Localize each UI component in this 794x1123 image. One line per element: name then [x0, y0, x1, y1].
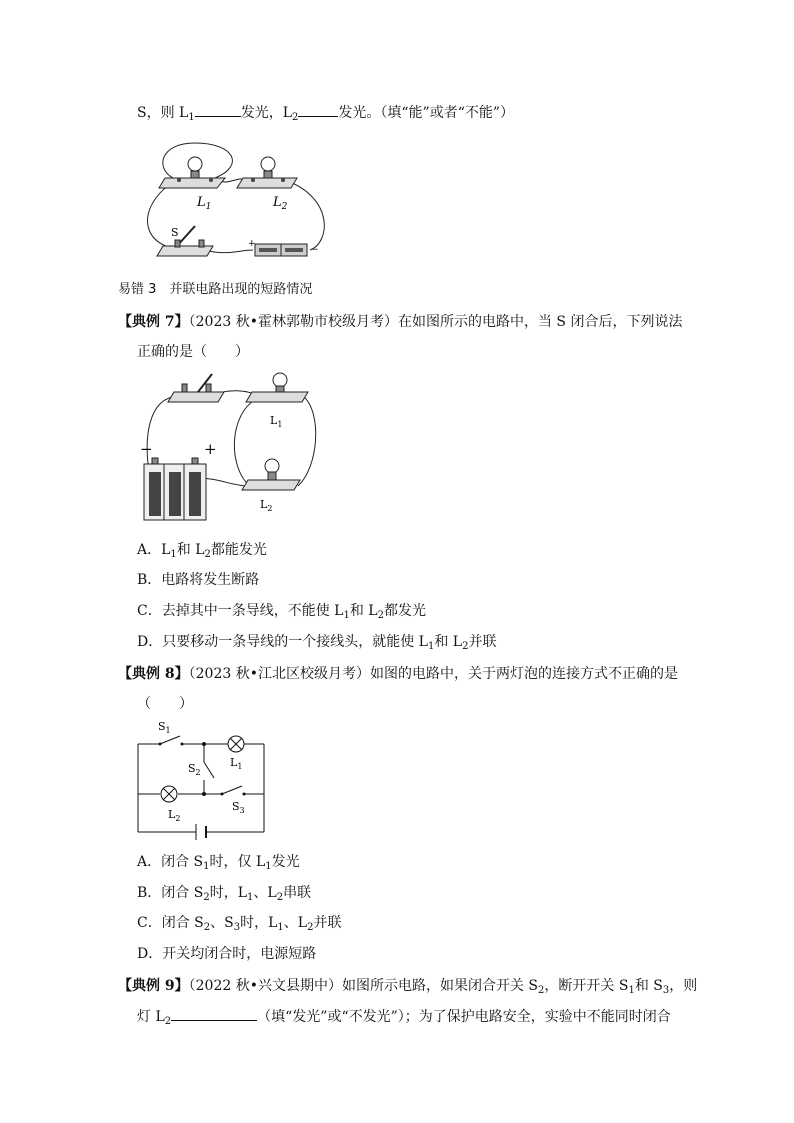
answer-blank-2[interactable] — [298, 102, 338, 117]
example-9-stem: 【典例 9】（2022 秋•兴文县期中）如图所示电路，如果闭合开关 $S_2$，断开开关 $S_1$和 $S_3$，则 — [118, 978, 698, 996]
ex7-battery-pack — [144, 458, 206, 520]
label-l2: $L_2$ — [273, 195, 288, 212]
top-question-line: S，则 $L_1$ 发光，$L_2$ 发光。（填“能”或者“不能”） — [137, 102, 514, 123]
ex8-lamp-l2-symbol — [161, 786, 177, 802]
label-l1: $L_1$ — [197, 195, 212, 212]
battery — [255, 244, 307, 256]
series-circuit-figure — [135, 138, 335, 268]
ex7-lamp-l1 — [246, 373, 308, 402]
ex8-label-s2: $S_2$ — [188, 762, 201, 777]
example-9-stem-2: 灯 $L_2$ （填“发光”或“不发光”）；为了保护电路安全，实验中不能同时闭合 — [137, 1006, 671, 1027]
ex7-lamp-l2 — [242, 459, 300, 490]
ex7-label-l1: $L_1$ — [270, 414, 283, 429]
example-7-option-b[interactable]: B．电路将发生断路 — [137, 572, 260, 588]
label-s: S — [171, 226, 179, 239]
example-7-option-d[interactable]: D．只要移动一条导线的一个接线头，就能使 $L_1$和 $L_2$并联 — [137, 634, 497, 652]
example-8-option-b[interactable]: B．闭合 $S_2$时，$L_1$、$L_2$串联 — [137, 885, 312, 903]
example-8-stem-2: （ ） — [137, 696, 193, 712]
svg-text:+: + — [248, 239, 256, 249]
example-7-stem: 【典例 7】（2023 秋•霍林郭勒市校级月考）在如图所示的电路中，当 S 闭合后，下列说法 — [118, 314, 683, 330]
example-7-circuit-figure — [138, 368, 328, 528]
example-8-option-a[interactable]: A．闭合 $S_1$时，仅 $L_1$发光 — [137, 854, 300, 872]
answer-blank-ex9[interactable] — [171, 1006, 257, 1021]
ex8-label-l2: $L_2$ — [168, 808, 181, 823]
ex8-lamp-l1-symbol — [228, 736, 244, 752]
example-7-stem-2: 正确的是（ ） — [137, 344, 249, 360]
ex7-switch — [168, 374, 224, 402]
switch-s — [157, 226, 213, 256]
svg-text:−: − — [140, 440, 153, 458]
ex8-label-s3: $S_3$ — [232, 800, 245, 815]
ex7-label-l2: $L_2$ — [260, 498, 273, 513]
lamp-l2 — [237, 157, 297, 188]
example-7-option-a[interactable]: A．$L_1$和 $L_2$都能发光 — [137, 542, 267, 560]
ex8-label-s1: $S_1$ — [158, 720, 171, 735]
example-8-stem: 【典例 8】（2023 秋•江北区校级月考）如图的电路中，关于两灯泡的连接方式不正确的是 — [118, 666, 678, 682]
section-heading-3: 易错 3 并联电路出现的短路情况 — [118, 282, 313, 297]
lamp-l1 — [159, 157, 225, 188]
example-8-option-d[interactable]: D．开关均闭合时，电源短路 — [137, 946, 317, 962]
example-7-option-c[interactable]: C．去掉其中一条导线，不能使 $L_1$和 $L_2$都发光 — [137, 603, 426, 621]
example-8-schematic — [130, 718, 270, 842]
example-8-option-c[interactable]: C．闭合 $S_2$、$S_3$时，$L_1$、$L_2$并联 — [137, 915, 342, 933]
svg-text:+: + — [204, 440, 217, 458]
answer-blank-1[interactable] — [195, 102, 241, 117]
svg-text:−: − — [311, 245, 319, 255]
ex8-label-l1: $L_1$ — [230, 756, 243, 771]
